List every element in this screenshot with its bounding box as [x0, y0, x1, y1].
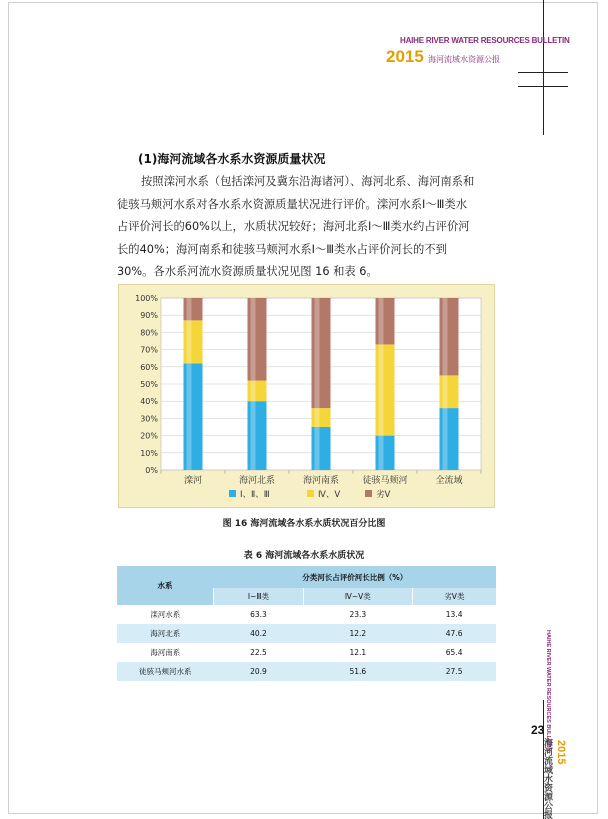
x-tick-label: 滦河 [183, 476, 203, 486]
figure-caption: 图 16 海河流域各水系水质状况百分比图 [222, 519, 386, 529]
row-value: 12.1 [303, 643, 412, 662]
table-row [117, 624, 496, 643]
bar-segment [248, 401, 267, 470]
legend-label: Ⅰ、Ⅱ、Ⅲ [240, 490, 270, 500]
legend-label: 劣Ⅴ [376, 490, 391, 500]
body-paragraph [117, 171, 500, 284]
legend-swatch [307, 490, 314, 497]
row-value: 13.4 [412, 605, 496, 624]
header-year: 2015 [386, 47, 424, 66]
y-tick-label: 80% [140, 328, 158, 338]
y-tick-label: 0% [145, 466, 158, 475]
y-tick-label: 30% [140, 414, 158, 424]
bar-highlight [315, 427, 320, 470]
header-rule-top [518, 72, 568, 73]
y-tick-label: 100% [135, 294, 158, 303]
legend-label: Ⅳ、Ⅴ [318, 490, 341, 500]
x-tick-label: 海河南系 [302, 476, 340, 486]
header-rule-bottom [518, 86, 568, 87]
row-name: 徒骇马颊河水系 [117, 662, 214, 681]
paragraph-line: 长的40%；海河南系和徒骇马颊河水系Ⅰ～Ⅲ类水占评价河长的不到 [117, 242, 447, 256]
y-tick-label: 10% [140, 448, 158, 458]
water-quality-table [117, 566, 496, 681]
y-tick-label: 90% [140, 311, 158, 321]
row-value: 51.6 [303, 662, 412, 681]
bar-segment [376, 344, 395, 435]
row-value: 40.2 [214, 624, 304, 643]
row-value: 12.2 [303, 624, 412, 643]
bar-highlight [187, 298, 192, 320]
bar-segment [184, 363, 203, 470]
bar-segment [440, 298, 459, 375]
bar-highlight [251, 381, 256, 402]
y-tick-label: 20% [140, 431, 158, 441]
table-caption: 表 6 海河流域各水系水质状况 [243, 551, 365, 561]
bar-segment [248, 298, 267, 381]
bar-segment [376, 436, 395, 470]
stacked-bar-chart [119, 285, 494, 507]
table-row [117, 605, 496, 624]
bar-highlight [315, 298, 320, 408]
subheader-cell: Ⅳ~Ⅴ类 [303, 588, 412, 605]
bar-highlight [251, 298, 256, 381]
table-row [117, 643, 496, 662]
side-title-cn: 海河流域水资源公报 [542, 738, 552, 819]
table-row [117, 662, 496, 681]
y-tick-label: 50% [140, 380, 158, 389]
bar-highlight [315, 408, 320, 427]
y-tick-label: 70% [140, 345, 158, 355]
paragraph-line: 按照滦河水系（包括滦河及冀东沿海诸河）、海河北系、海河南系和 [141, 175, 475, 188]
bar-segment [440, 375, 459, 408]
bar-highlight [251, 401, 256, 470]
bar-segment [376, 298, 395, 344]
bar-highlight [379, 344, 384, 435]
chart-panel [118, 284, 495, 508]
legend-swatch [365, 490, 372, 497]
bar-segment [312, 298, 331, 408]
row-value: 65.4 [412, 643, 496, 662]
bar-highlight [187, 363, 192, 470]
bar-highlight [443, 408, 448, 470]
page-number: 23 [531, 723, 545, 737]
row-value: 47.6 [412, 624, 496, 643]
bar-highlight [187, 320, 192, 363]
section-title: (1)海河流域各水系水资源质量状况 [138, 152, 326, 166]
table-header-row [117, 566, 496, 588]
bar-segment [248, 381, 267, 402]
legend-swatch [229, 490, 236, 497]
row-value: 20.9 [214, 662, 304, 681]
header-title-en: HAIHE RIVER WATER RESOURCES BULLETIN [400, 36, 570, 45]
row-name: 滦河水系 [117, 605, 214, 624]
header-vertical-rule [543, 0, 544, 135]
bar-highlight [443, 375, 448, 408]
bar-highlight [443, 298, 448, 375]
x-tick-label: 海河北系 [238, 476, 276, 486]
subheader-cell: Ⅰ~Ⅲ类 [214, 588, 304, 605]
header-cell-name: 水系 [117, 566, 214, 605]
side-year: 2015 [555, 740, 567, 765]
y-tick-label: 60% [140, 362, 158, 372]
x-tick-label: 全流域 [435, 476, 463, 486]
bar-segment [312, 408, 331, 427]
bar-highlight [379, 298, 384, 344]
paragraph-line: 占评价河长的60%以上，水质状况较好；海河北系Ⅰ～Ⅲ类水约占评价河 [117, 220, 470, 233]
row-value: 27.5 [412, 662, 496, 681]
row-value: 63.3 [214, 605, 304, 624]
header-cell-group: 分类河长占评价河长比例（%） [214, 566, 497, 588]
bar-segment [184, 298, 203, 320]
row-name: 海河南系 [117, 643, 214, 662]
y-tick-label: 40% [140, 397, 158, 407]
header-title-cn: 海河流域水资源公报 [428, 55, 500, 64]
bar-segment [440, 408, 459, 470]
row-name: 海河北系 [117, 624, 214, 643]
paragraph-line: 徒骇马颊河水系对各水系水资源质量状况进行评价。滦河水系Ⅰ～Ⅲ类水 [117, 197, 468, 211]
x-tick-label: 徒骇马颊河 [362, 476, 408, 486]
bar-segment [184, 320, 203, 363]
bar-segment [312, 427, 331, 470]
row-value: 23.3 [303, 605, 412, 624]
row-value: 22.5 [214, 643, 304, 662]
bar-highlight [379, 436, 384, 470]
subheader-cell: 劣Ⅴ类 [412, 588, 496, 605]
paragraph-line: 30%。各水系河流水资源质量状况见图 16 和表 6。 [117, 265, 378, 278]
side-title-en: HAIHE RIVER WATER RESOURCES BULLETIN [545, 630, 551, 752]
